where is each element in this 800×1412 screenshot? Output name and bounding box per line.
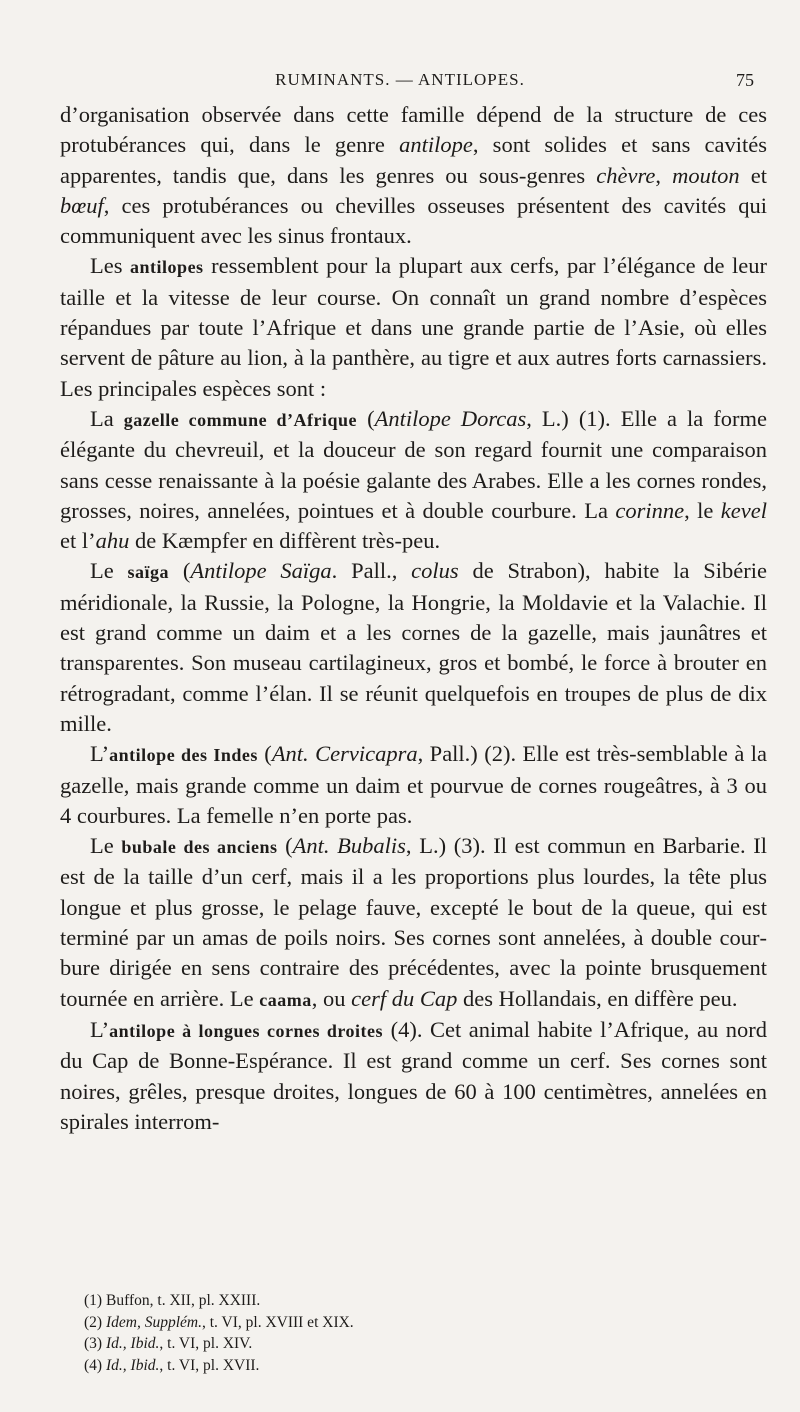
paragraph <box>60 251 767 403</box>
paragraph <box>60 1015 767 1137</box>
italic-term: chèvre <box>596 162 656 188</box>
italic-term: Antilope Dorcas <box>374 405 527 431</box>
text-run: Buffon, t. XII, pl. XXIII. <box>106 1292 261 1309</box>
species-name: bubale des anciens <box>121 837 278 858</box>
text-run: L’ <box>90 741 110 767</box>
species-name: antilope des Indes <box>109 745 258 766</box>
text-run: ( <box>277 833 293 859</box>
text-run: La <box>90 405 124 431</box>
text-run: , L.) (3). Il est commun en Barbarie. Il est de la taille d’un cerf, mais il a les proportions plus lourdes, la tête plus longue et plus grosse, le pelage fauve, excepté le bout de la queue, qui est terminé par un amas de poils noirs. Ses cornes sont annelées, à double courbure dirigée en sens contraire des précédentes, avec la pointe brusquement tournée en arrière. Le <box>60 833 768 1011</box>
page-header <box>0 70 800 98</box>
italic-term: bœuf <box>60 192 104 218</box>
text-run: ( <box>169 558 191 584</box>
page-number: 75 <box>736 70 754 90</box>
text-run: , t. VI, pl. XIV. <box>159 1335 253 1352</box>
paragraph <box>60 100 767 251</box>
body-text <box>60 100 767 1137</box>
italic-term: Antilope Saïga <box>190 558 332 584</box>
italic-term: colus <box>411 558 459 584</box>
text-run: (4). Cet animal habite l’Afrique, au nord du Cap de Bonne-Espérance. Il est grand comme un cerf. Ses cornes sont noires, grêles, presque droites, longues de 60 à 100 centimètres, annelées en spirales interrom- <box>60 1016 767 1134</box>
footnote <box>84 1290 764 1312</box>
species-name: caama <box>259 989 312 1010</box>
running-head: RUMINANTS. — ANTILOPES. <box>275 70 525 89</box>
footnote-number: (1) <box>84 1292 103 1309</box>
text-run: des Hollandais, en diffère peu. <box>457 985 738 1011</box>
paragraph <box>60 831 767 1015</box>
paragraph <box>60 739 767 831</box>
italic-term: kevel <box>720 497 767 523</box>
paragraph <box>60 404 767 556</box>
text-run: de Kæmpfer en diffèrent très-peu. <box>129 528 441 554</box>
footnote <box>84 1355 764 1377</box>
footnote-number: (4) <box>84 1356 103 1374</box>
italic-term: mouton <box>672 162 740 188</box>
italic-term: antilope <box>399 132 473 158</box>
text-run: et l’ <box>60 528 96 554</box>
italic-term: Id., Ibid. <box>106 1335 160 1352</box>
text-run: d’organisation observée dans cette famille dépend de la structure de ces protubérances qui, dans le genre <box>60 102 767 158</box>
text-run: Les <box>90 253 131 279</box>
italic-term: Idem, Supplém. <box>106 1313 202 1331</box>
paragraph <box>60 556 767 739</box>
italic-term: corinne <box>615 497 685 523</box>
italic-term: cerf du Cap <box>351 985 458 1011</box>
footnote-number: (2) <box>84 1313 103 1331</box>
text-run: Le <box>90 833 122 859</box>
text-run: . Pall., <box>331 558 412 584</box>
text-run: , t. VI, pl. XVII. <box>159 1356 260 1374</box>
text-run: , <box>655 162 673 188</box>
text-run: , ou <box>311 985 352 1011</box>
text-run: et <box>739 162 767 188</box>
italic-term: Id., Ibid. <box>106 1356 160 1374</box>
species-name: antilopes <box>130 257 204 278</box>
text-run: ressemblent pour la plupart aux cerfs, par l’élégance de leur taille et la vitesse de leur course. On connaît un grand nombre d’espèces répandues par toute l’Afrique et dans une grande partie de l’Asie, où elles servent de pâture au lion, à la panthère, au tigre et aux autres forts carnassiers. Les principales espèces sont : <box>60 253 767 401</box>
italic-term: Ant. Bubalis <box>292 833 406 859</box>
footnote-number: (3) <box>84 1335 103 1352</box>
species-name: gazelle commune d’Afrique <box>123 409 358 430</box>
footnote <box>84 1333 764 1355</box>
text-run: , sont solides et sans cavités apparentes, tandis que, dans les genres ou sous-genres <box>60 132 768 188</box>
text-run: , ces protubérances ou chevilles osseuses présentent des cavités qui communiquent avec les sinus frontaux. <box>60 192 767 249</box>
text-run: ( <box>357 405 375 431</box>
italic-term: Ant. Cervicapra <box>271 741 418 767</box>
species-name: antilope à longues cornes droites <box>109 1020 384 1041</box>
text-run: , L.) (1). Elle a la forme élégante du chevreuil, et la douceur de son regard fournit une comparaison sans cesse renaissante à la poésie galante des Arabes. Elle a les cornes rondes, grosses, noires, annelées, pointues et à double courbure. La <box>60 405 767 523</box>
species-name: saïga <box>127 562 170 583</box>
footnote <box>84 1312 764 1334</box>
footnotes <box>84 1290 764 1376</box>
text-run: ( <box>257 741 272 767</box>
text-run: , t. VI, pl. XVIII et XIX. <box>202 1313 354 1331</box>
text-run: L’ <box>90 1016 110 1042</box>
text-run: de Strabon), habite la Sibérie méridionale, la Russie, la Pologne, la Hongrie, la Moldavie et la Valachie. Il est grand comme un daim et a les cornes de la gazelle, mais jaunâtres et transparentes. Son museau cartilagineux, gros et bombé, le force à brouter en rétrogradant, comme l’élan. Il se réunit quelquefois en troupes de plus de dix mille. <box>60 558 767 736</box>
text-run: , le <box>684 497 721 523</box>
italic-term: ahu <box>95 528 130 554</box>
text-run: , Pall.) (2). Elle est très-semblable à la gazelle, mais grande comme un daim et pourvue de cornes rougeâtres, à 3 ou 4 courbures. La femelle n’en porte pas. <box>60 741 767 828</box>
text-run: Le <box>90 558 128 584</box>
